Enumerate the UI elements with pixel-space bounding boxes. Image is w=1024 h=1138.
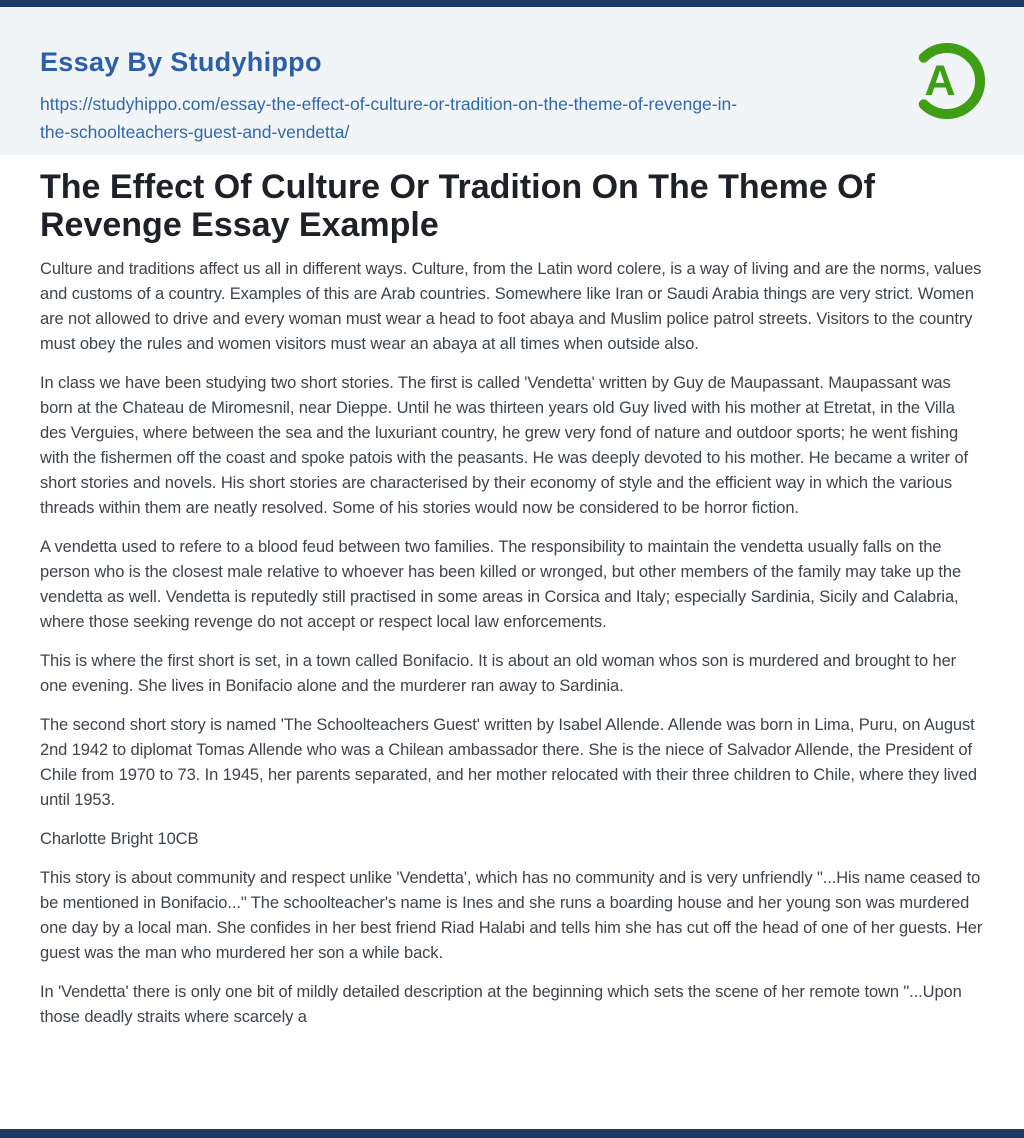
- broken-circle-a-icon: [906, 35, 990, 125]
- bottom-border-bar: [0, 1129, 1024, 1138]
- essay-title: The Effect Of Culture Or Tradition On The Theme Of Revenge Essay Example: [40, 168, 875, 244]
- essay-paragraph-4: This is where the first short is set, in a town called Bonifacio. It is about an old woman whos son is murdered and brought to her one evening. She lives in Bonifacio alone and the murderer ran away to Sardinia.: [40, 652, 957, 695]
- site-title: Essay By Studyhippo: [40, 47, 322, 77]
- essay-paragraph-5: The second short story is named 'The Schoolteachers Guest' written by Isabel Allende. Allende was born in Lima, Puru, on August 2nd 1942 to diplomat Tomas Allende who was a Chilean ambassador there. She is the niece of Salvador Allende, the President of Chile from 1970 to 73. In 1945, her parents separated, and her mother relocated with their three children to Chile, where they lived until 1953.: [40, 716, 978, 809]
- essay-content: [0, 155, 1024, 1030]
- essay-paragraph-1: Culture and traditions affect us all in different ways. Culture, from the Latin word colere, is a way of living and are the norms, values and customs of a country. Examples of this are Arab countries. Somewhere like Iran or Saudi Arabia things are very strict. Women are not allowed to drive and every woman must wear a head to foot abaya and Muslim police patrol streets. Visitors to the country must obey the rules and women visitors must wear an abaya at all times when outside also.: [40, 260, 982, 353]
- essay-paragraph-2: In class we have been studying two short stories. The first is called 'Vendetta' written by Guy de Maupassant. Maupassant was born at the Chateau de Miromesnil, near Dieppe. Until he was thirteen years old Guy lived with his mother at Etretat, in the Villa des Verguies, where between the sea and the luxuriant country, he grew very fond of nature and outdoor sports; he went fishing with the fishermen off the coast and spoke patois with the peasants. He was deeply devoted to his mother. He became a writer of short stories and novels. His short stories are characterised by their economy of style and the efficient way in which the various threads within them are neatly resolved. Some of his stories would now be considered to be horror fiction.: [40, 374, 969, 517]
- essay-paragraph-3: A vendetta used to refere to a blood feud between two families. The responsibility to maintain the vendetta usually falls on the person who is the closest male relative to whoever has been killed or wronged, but other members of the family may take up the vendetta as well. Vendetta is reputedly still practised in some areas in Corsica and Italy; especially Sardinia, Sicily and Calabria, where those seeking revenge do not accept or respect local law enforcements.: [40, 538, 962, 631]
- essay-paragraph-6: This story is about community and respect unlike 'Vendetta', which has no community and is very unfriendly "...His name ceased to be mentioned in Bonifacio..." The schoolteacher's name is Ines and she runs a boarding house and her young son was murdered one day by a local man. She confides in her best friend Riad Halabi and tells him she has cut off the head of one of her guests. Her guest was the man who murdered her son a while back.: [40, 869, 983, 962]
- essay-paragraph-author: Charlotte Bright 10CB: [40, 830, 199, 848]
- essay-url-link[interactable]: [40, 91, 737, 146]
- top-border-bar: [0, 0, 1024, 7]
- logo-letter: A: [924, 57, 956, 105]
- studyhippo-logo: [906, 35, 990, 125]
- essay-url-line2: the-schoolteachers-guest-and-vendetta/: [40, 121, 350, 142]
- essay-body: [40, 257, 984, 1030]
- essay-paragraph-7: In 'Vendetta' there is only one bit of mildly detailed description at the beginning which sets the scene of her remote town "...Upon those deadly straits where scarcely a: [40, 983, 962, 1026]
- page-header: [0, 7, 1024, 155]
- essay-url-line1: https://studyhippo.com/essay-the-effect-of-culture-or-tradition-on-the-theme-of-revenge-in-: [40, 94, 738, 114]
